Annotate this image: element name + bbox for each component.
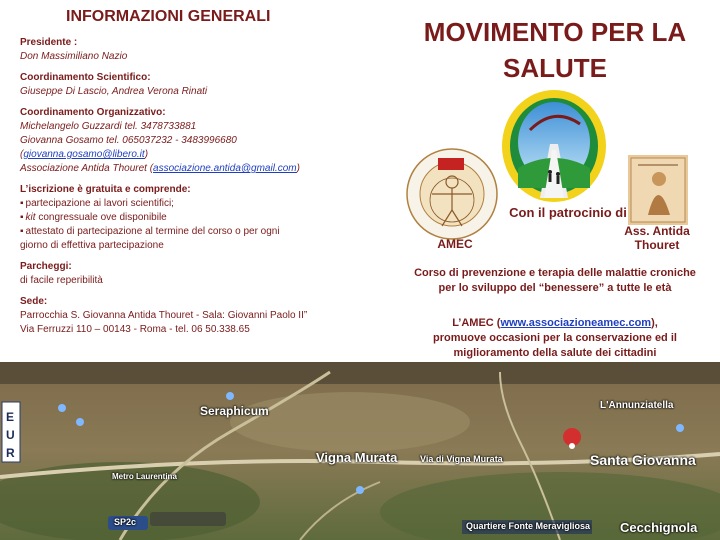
venue-section [20,295,380,337]
brochure-title [395,14,715,86]
presidente-label: Presidente : [20,37,78,48]
course-line-1: Corso di prevenzione e terapia delle malattie croniche [414,267,696,279]
presidente-value: Don Massimiliano Nazio [20,51,128,62]
scientific-coordination-section [20,71,380,99]
parking-label: Parcheggi: [20,261,72,272]
venue-line-2: Via Ferruzzi 110 – 00143 - Roma - tel. 06 50.338.65 [20,324,250,335]
registration-item-continuation: giorno di effettiva partecipazione [20,240,164,251]
title-line-2: SALUTE [503,53,607,83]
map-label-seraphicum: Seraphicum [200,404,269,418]
amec-url-line [392,316,718,331]
map-label-fonte-meravigliosa: Quartiere Fonte Meravigliosa [466,521,591,531]
title-line-1: MOVIMENTO PER LA [423,17,687,47]
amec-website-link[interactable]: www.associazioneamec.com [500,317,652,329]
movimento-salute-logo [500,88,608,204]
amec-logo [406,148,498,240]
map-label-eur-e: E [6,410,15,424]
venue-label: Sede: [20,296,48,307]
map-label-eur-r: R [6,446,15,460]
email-link-antida[interactable]: associazione.antida@gmail.com [153,163,297,174]
amec-prefix: L’AMEC ( [452,317,501,329]
email-link-gosamo[interactable]: giovanna.gosamo@libero.it [23,149,145,160]
contact-gosamo: Giovanna Gosamo tel. 065037232 - 3483996680 [20,135,237,146]
general-info-heading: INFORMAZIONI GENERALI [66,8,271,25]
map-label-cecchignola: Cecchignola [620,520,698,535]
scientific-coordination-label: Coordinamento Scientifico: [20,72,151,83]
satellite-map [0,362,720,540]
email-line-2 [20,162,380,176]
parking-section [20,260,380,288]
contact-guzzardi: Michelangelo Guzzardi tel. 3478733881 [20,121,197,132]
paren-close: ) [144,149,149,160]
promo-line-2: miglioramento della salute dei cittadini [453,347,657,359]
kit-word: kit [25,212,36,223]
parking-value: di facile reperibilità [20,275,103,286]
map-label-via-vigna-murata: Via di Vigna Murata [420,454,503,464]
association-prefix: Associazione Antida Thouret ( [20,163,154,174]
registration-section [20,183,380,253]
presidente-section [20,36,380,64]
registration-item-text: congressuale ove disponibile [35,212,167,223]
registration-label: L’iscrizione è gratuita e comprende: [20,184,191,195]
course-line-2: per lo sviluppo del “benessere” a tutte le età [438,282,672,294]
email-line-1 [20,148,380,162]
paren-open: ( [20,149,24,160]
map-label-metro-laurentina: Metro Laurentina [112,472,177,481]
scientific-coordination-value: Giuseppe Di Lascio, Andrea Verona Rinati [20,86,208,97]
general-info-column [20,8,380,344]
map-label-santa-giovanna: Santa Giovanna [590,452,696,468]
venue-line-1: Parrocchia S. Giovanna Antida Thouret - Sala: Giovanni Paolo II” [20,310,308,321]
registration-item [20,225,380,239]
map-label-sp2c: SP2c [114,517,137,527]
promo-line-1: promuove occasioni per la conservazione ed il [433,332,677,344]
organizational-coordination-section [20,106,380,176]
organizational-coordination-label: Coordinamento Organizzativo: [20,107,166,118]
amec-label: AMEC [437,237,473,251]
registration-item-text: attestato di partecipazione al termine del corso o per ogni [25,226,280,237]
registration-item [20,197,380,211]
antida-label [612,224,702,252]
antida-label-line-2: Thouret [634,238,680,252]
amec-promo [392,316,718,361]
patrocinio-text: Con il patrocinio di [509,205,627,220]
registration-item [20,211,380,225]
amec-suffix: ), [651,317,658,329]
map-label-annunziatella: L'Annunziatella [600,400,674,411]
antida-label-line-1: Ass. Antida [624,224,690,238]
association-suffix: ) [296,163,300,174]
map-label-eur-u: U [6,428,15,442]
map-label-vigna-murata: Vigna Murata [316,450,398,465]
course-description [392,266,718,296]
registration-item-text: partecipazione ai lavori scientifici; [25,198,174,209]
